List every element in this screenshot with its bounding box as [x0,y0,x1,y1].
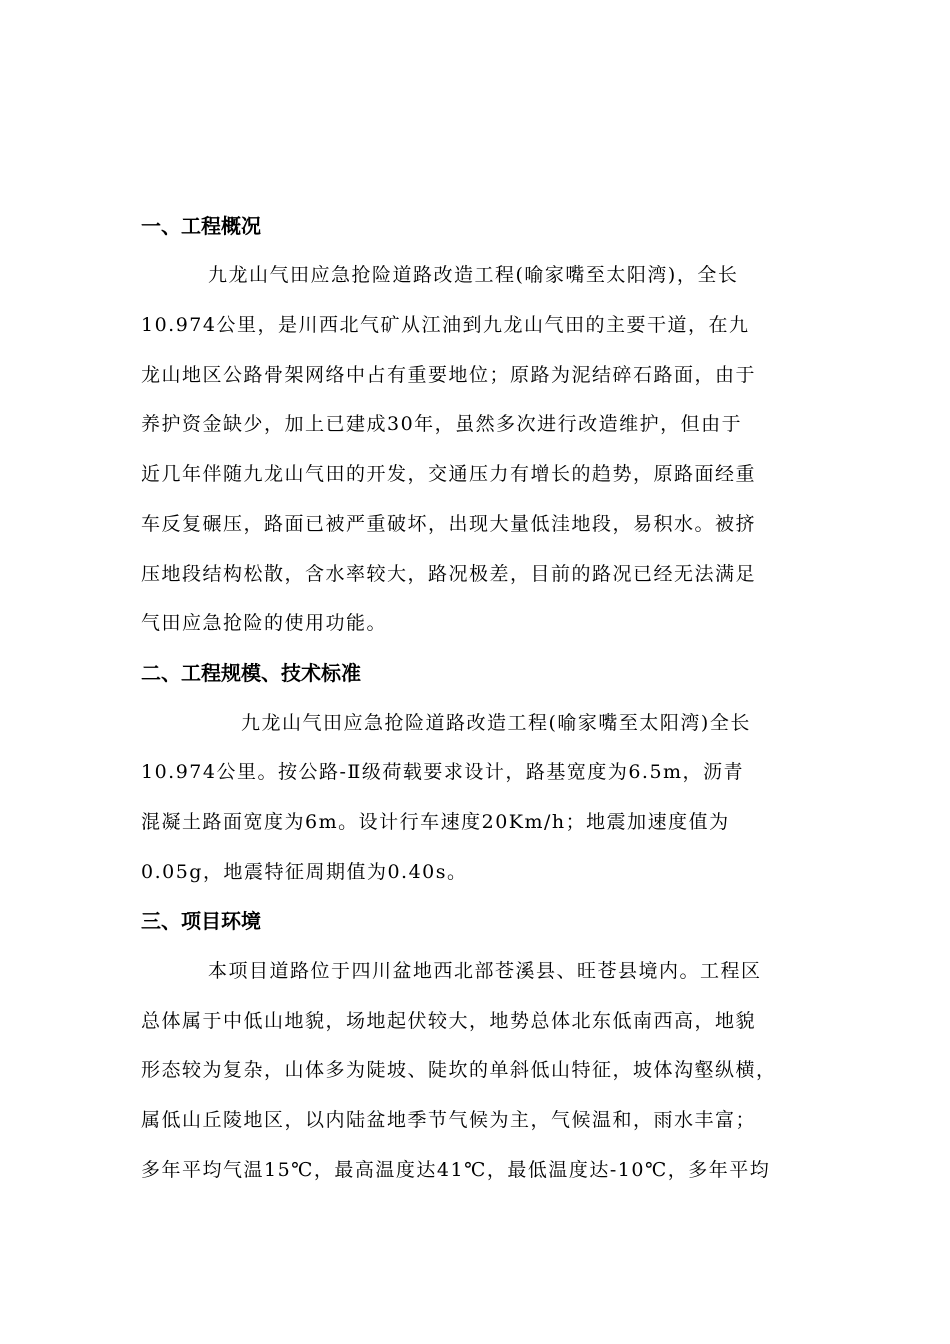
paragraph-line: 10.974公里，是川西北气矿从江油到九龙山气田的主要干道，在九 [141,314,750,336]
paragraph-line: 多年平均气温15℃，最高温度达41℃，最低温度达-10℃，多年平均 [141,1159,771,1181]
paragraph-line: 气田应急抢险的使用功能。 [141,612,388,634]
paragraph-line: 混凝土路面宽度为6m。设计行车速度20Km/h；地震加速度值为 [141,811,730,833]
paragraph-line: 车反复碾压，路面已被严重破坏，出现大量低洼地段，易积水。被挤 [141,513,757,535]
paragraph-line: 养护资金缺少，加上已建成30年，虽然多次进行改造维护，但由于 [141,413,743,435]
paragraph-line: 压地段结构松散，含水率较大，路况极差，目前的路况已经无法满足 [141,563,757,585]
paragraph-line: 属低山丘陵地区，以内陆盆地季节气候为主，气候温和，雨水丰富； [141,1109,757,1131]
section-heading-scale-standards: 二、工程规模、技术标准 [141,661,361,685]
paragraph-line: 龙山地区公路骨架网络中占有重要地位；原路为泥结碎石路面，由于 [141,364,757,386]
section-heading-environment: 三、项目环境 [141,909,261,933]
paragraph-line: 总体属于中低山地貌，场地起伏较大，地势总体北东低南西高，地貌 [141,1010,757,1032]
section-heading-overview: 一、工程概况 [141,214,261,238]
paragraph-line: 本项目道路位于四川盆地西北部苍溪县、旺苍县境内。工程区 [208,960,762,982]
paragraph-line: 形态较为复杂，山体多为陡坡、陡坎的单斜低山特征，坡体沟壑纵横， [141,1059,777,1081]
paragraph-line: 0.05g，地震特征周期值为0.40s。 [141,861,468,883]
paragraph-line: 近几年伴随九龙山气田的开发，交通压力有增长的趋势，原路面经重 [141,463,757,485]
paragraph-line: 九龙山气田应急抢险道路改造工程(喻家嘴至太阳湾)全长 [241,712,751,734]
paragraph-line: 10.974公里。按公路-Ⅱ级荷载要求设计，路基宽度为6.5m，沥青 [141,761,745,783]
paragraph-line: 九龙山气田应急抢险道路改造工程(喻家嘴至太阳湾)，全长 [208,264,739,286]
